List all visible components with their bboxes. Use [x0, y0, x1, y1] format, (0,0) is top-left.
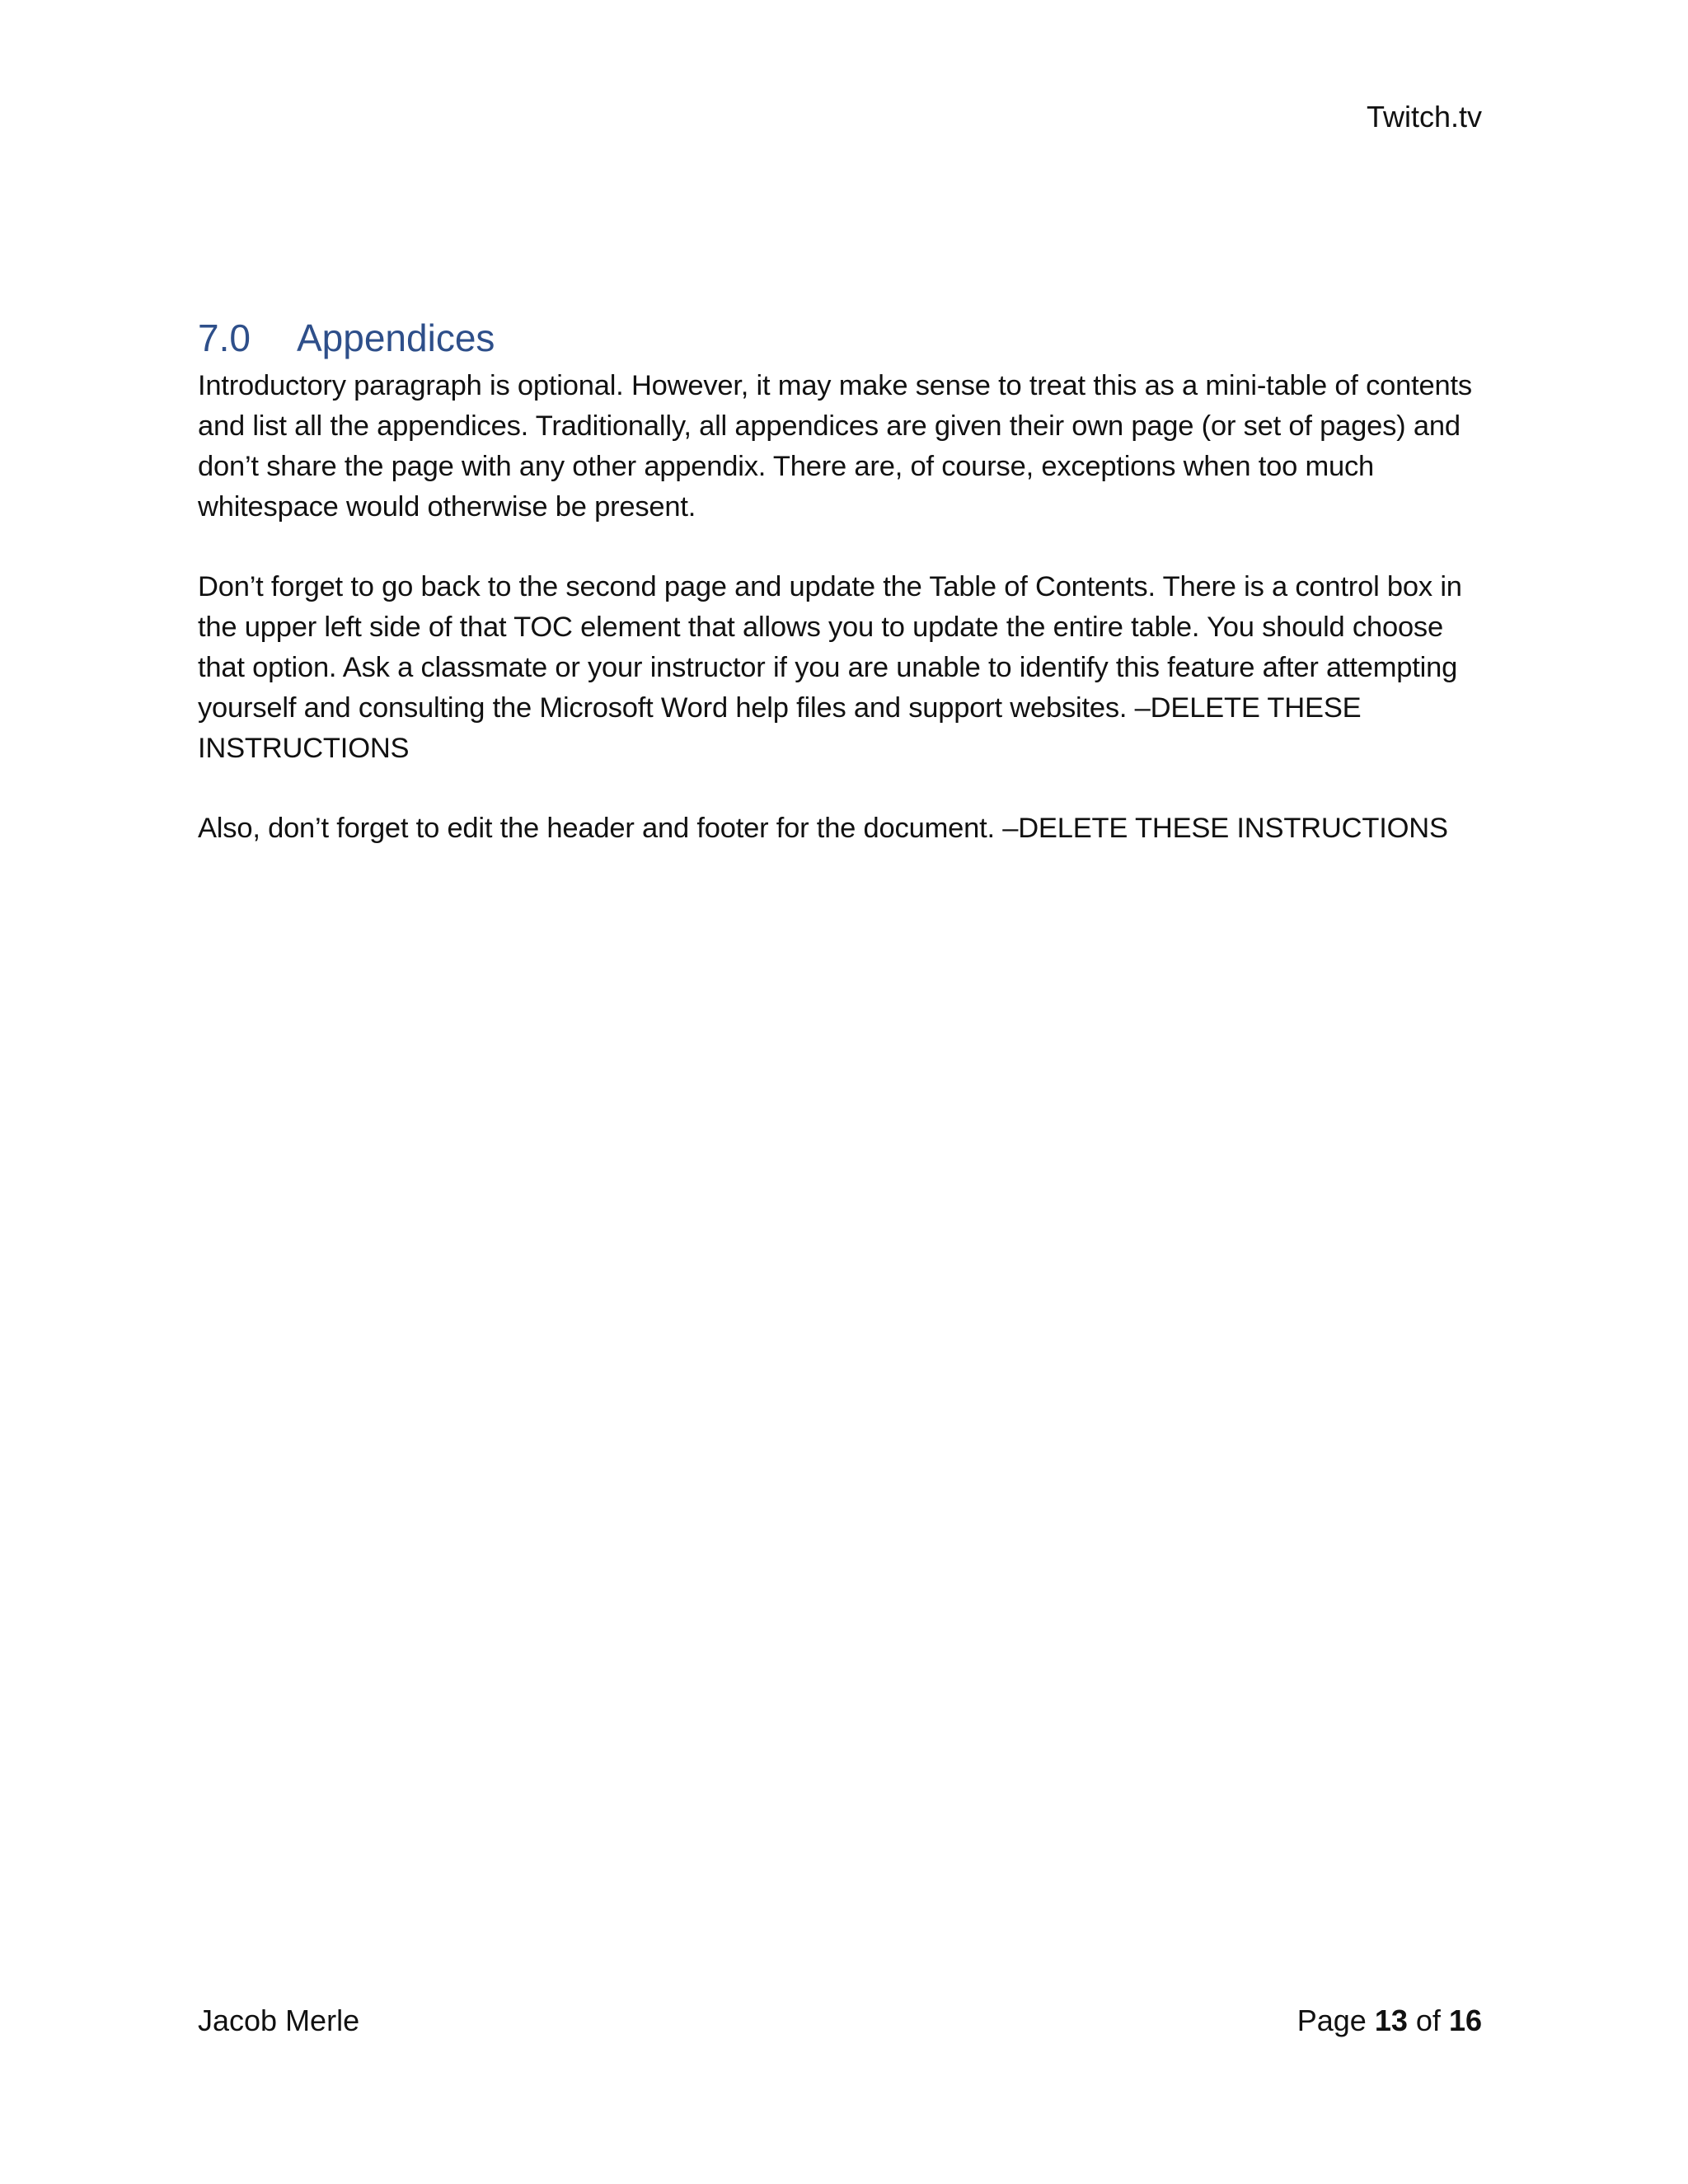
footer-author: Jacob Merle [198, 2004, 360, 2037]
section-heading [198, 313, 1492, 363]
section-number: 7.0 [198, 316, 251, 359]
section-title: Appendices [297, 316, 495, 359]
total-pages-number: 16 [1448, 2004, 1482, 2037]
of-label: of [1415, 2004, 1441, 2037]
page-content [198, 313, 1492, 849]
page-header: Twitch.tv [1366, 100, 1482, 134]
intro-paragraph: Introductory paragraph is optional. However, it may make sense to treat this as a mini-table of contents and list all the appendices. Traditionally, all appendices are given their own page (or set of pages) and don’t share the page with any other appendix. There are, of course, exceptions when too much whitespace would otherwise be present. [198, 370, 1472, 523]
footer-page-number [1297, 2003, 1482, 2039]
page-label: Page [1296, 2004, 1367, 2037]
current-page-number: 13 [1374, 2004, 1408, 2037]
toc-instructions-paragraph: Don’t forget to go back to the second page and update the Table of Contents. There is a control box in the upper left side of that TOC element that allows you to update the entire table. You should choose that option. Ask a classmate or your instructor if you are unable to identify this feature after attempting yourself and consulting the Microsoft Word help files and support websites. –DELETE THESE INSTRUCTIONS [198, 571, 1462, 764]
header-footer-instructions-paragraph: Also, don’t forget to edit the header and footer for the document. –DELETE THESE INSTRUCTIONS [198, 813, 1448, 844]
